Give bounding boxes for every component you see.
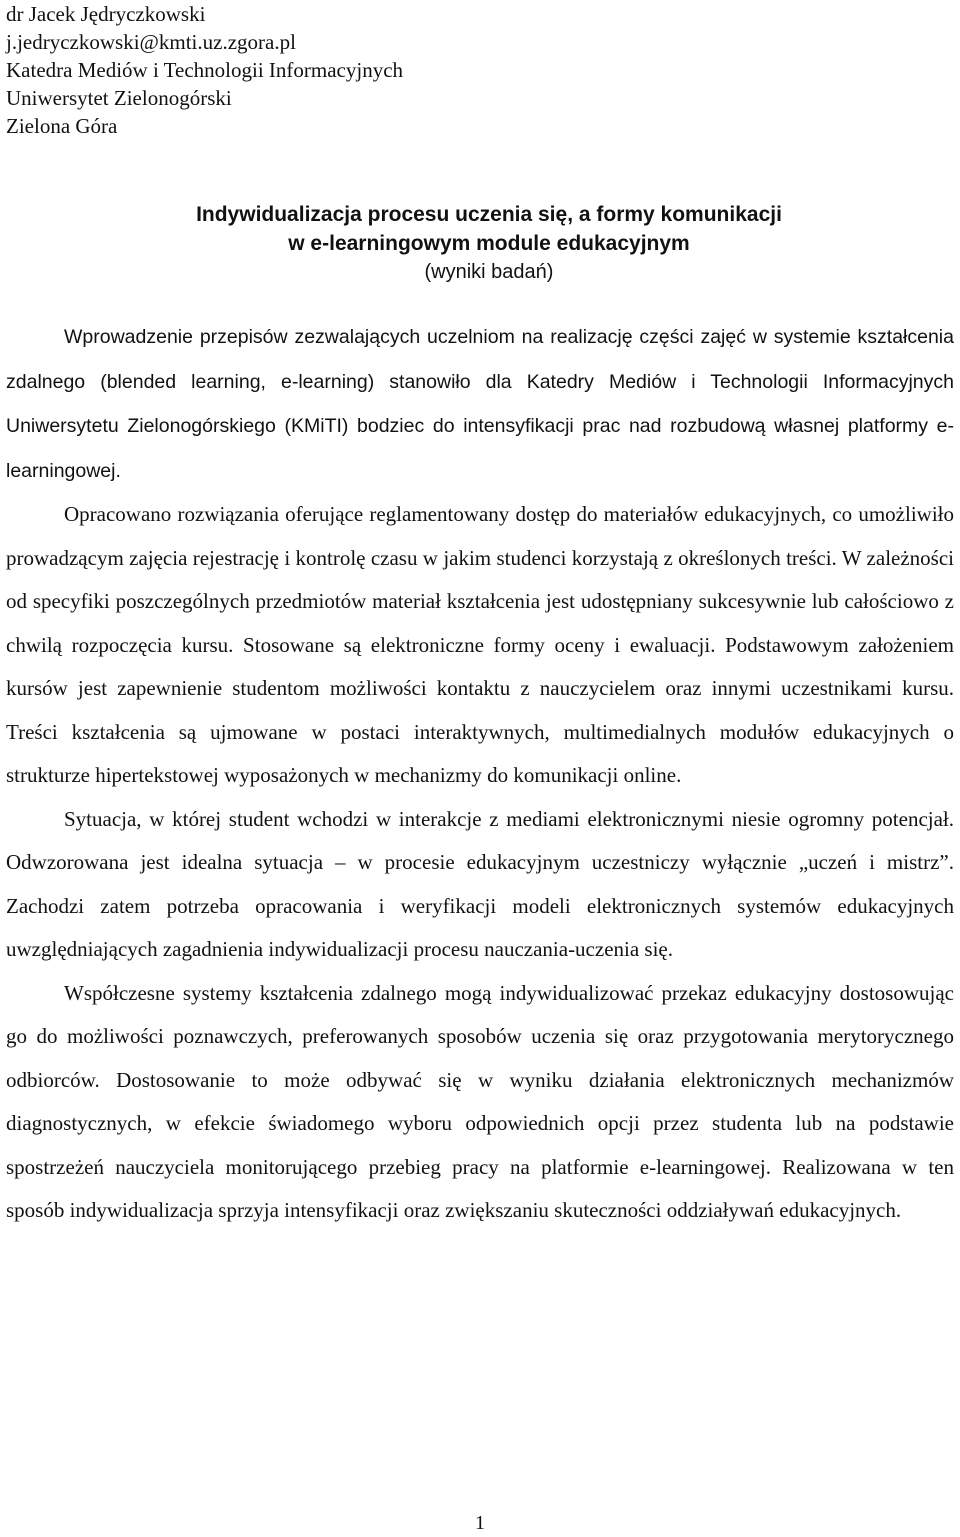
- paragraph-2: Sytuacja, w której student wchodzi w interakcje z mediami elektronicznymi niesie ogromny potencjał. Odwzorowana jest idealna sytuacja – w procesie edukacyjnym uczestniczy wyłącznie „uczeń i mistrz”. Zachodzi zatem potrzeba opracowania i weryfikacji modeli elektronicznych systemów edukacyjnych uwzględniających zagadnienia indywidualizacji procesu nauczania-uczenia się.: [6, 806, 954, 961]
- paragraph-1: [6, 315, 954, 493]
- page-number: 1: [475, 1512, 485, 1534]
- title-subtitle: (wyniki badań): [424, 261, 554, 283]
- title-line-1: Indywidualizacja procesu uczenia się, a formy komunikacji: [196, 203, 782, 226]
- title-line-2: w e-learningowym module edukacyjnym: [288, 232, 690, 255]
- paragraph-1-lead: Wprowadzenie przepisów zezwalających uczelniom na realizację części zajęć w systemie kształcenia zdalnego (blended learning, e-learning) stanowiło dla Katedry Mediów i Technologii Informacyjnych Uniwersytetu Zielonogórskiego (KMiTI) bodziec do intensyfikacji prac nad rozbudową własnej platformy e-learningowej.: [6, 326, 954, 482]
- paragraph-1-continued: Opracowano rozwiązania oferujące reglamentowany dostęp do materiałów edukacyjnych, co umożliwiło prowadzącym zajęcia rejestrację i kontrolę czasu w jakim studenci korzystają z określonych treści. W zależności od specyfiki poszczególnych przedmiotów materiał kształcenia jest udostępniany sukcesywnie lub całościowo z chwilą rozpoczęcia kursu. Stosowane są elektroniczne formy oceny i ewaluacji. Podstawowym założeniem kursów jest zapewnienie studentom możliwości kontaktu z nauczycielem oraz innymi uczestnikami kursu. Treści kształcenia są ujmowane w postaci interaktywnych, multimedialnych modułów edukacyjnych o strukturze hipertekstowej wyposażonych w mechanizmy do komunikacji online.: [6, 502, 954, 787]
- author-university: Uniwersytet Zielonogórski: [6, 86, 232, 110]
- article-body: [6, 315, 954, 1233]
- paragraph-3: Współczesne systemy kształcenia zdalnego mogą indywidualizować przekaz edukacyjny dostosowując go do możliwości poznawczych, preferowanych sposobów uczenia się oraz przygotowania merytorycznego odbiorców. Dostosowanie to może odbywać się w wyniku działania elektronicznych mechanizmów diagnostycznych, w efekcie świadomego wyboru odpowiednich opcji przez studenta lub na podstawie spostrzeżeń nauczyciela monitorującego przebieg pracy na platformie e-learningowej. Realizowana w ten sposób indywidualizacja sprzyja intensyfikacji oraz zwiększaniu skuteczności oddziaływań edukacyjnych.: [6, 980, 954, 1222]
- author-city: Zielona Góra: [6, 114, 118, 138]
- author-department: Katedra Mediów i Technologii Informacyjnych: [6, 58, 404, 82]
- author-email: j.jedryczkowski@kmti.uz.zgora.pl: [6, 30, 296, 54]
- author-name: dr Jacek Jędryczkowski: [6, 2, 206, 26]
- article-title: [0, 200, 960, 287]
- author-header: [6, 0, 403, 140]
